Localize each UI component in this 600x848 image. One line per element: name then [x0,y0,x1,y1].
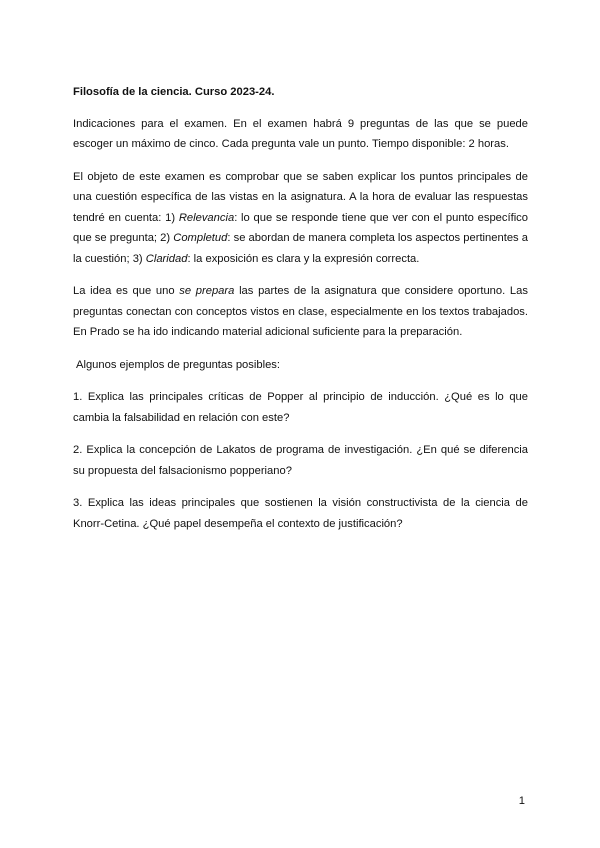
document-title: Filosofía de la ciencia. Curso 2023-24. [73,86,275,98]
exam-instructions: Indicaciones para el examen. En el examen habrá 9 preguntas de las que se puede escoger un máximo de cinco. Cada pregunta vale un punto. Tiempo disponible: 2 horas. [73,117,528,150]
criterion-completeness-text: : se abordan de manera completa los aspectos pertinentes a la cuestión; 3) [73,232,528,265]
question-item: 2. Explica la concepción de Lakatos de programa de investigación. ¿En qué se diferencia su propuesta del falsacionismo popperiano? [73,444,528,477]
preparation-after: las partes de la asignatura que considere oportuno. Las preguntas conectan con conceptos vistos en clase, especialmente en los textos trabajados. En Prado se ha ido indicando material adicional suficiente para la preparación. [73,285,528,338]
preparation-emphasis: se prepara [179,285,235,297]
document-page [73,82,528,546]
objective-intro: El objeto de este examen es comprobar que se saben explicar los puntos principales de una cuestión específica de las vistas en la asignatura. A la hora de evaluar las respuestas tendré en cuenta: 1) [73,170,528,224]
page-number: 1 [518,795,525,807]
exam-objective-paragraph [73,167,528,270]
criterion-clarity-text: : la exposición es clara y la expresión correcta. [187,252,420,265]
criterion-clarity-label: Claridad [145,252,188,265]
preparation-before: La idea es que uno [73,285,180,297]
question-item: 3. Explica las ideas principales que sostienen la visión constructivista de la ciencia de Knorr-Cetina. ¿Qué papel desempeña el contexto de justificación? [73,497,528,530]
criterion-relevance-label: Relevancia [178,211,235,224]
preparation-paragraph [73,281,528,343]
examples-heading: Algunos ejemplos de preguntas posibles: [76,358,280,371]
criterion-completeness-label: Completud [173,232,228,244]
question-item: 1. Explica las principales críticas de Popper al principio de inducción. ¿Qué es lo que cambia la falsabilidad en relación con este? [73,391,528,424]
criterion-relevance-text: : lo que se responde tiene que ver con el punto específico que se pregunta; 2) [73,211,528,244]
